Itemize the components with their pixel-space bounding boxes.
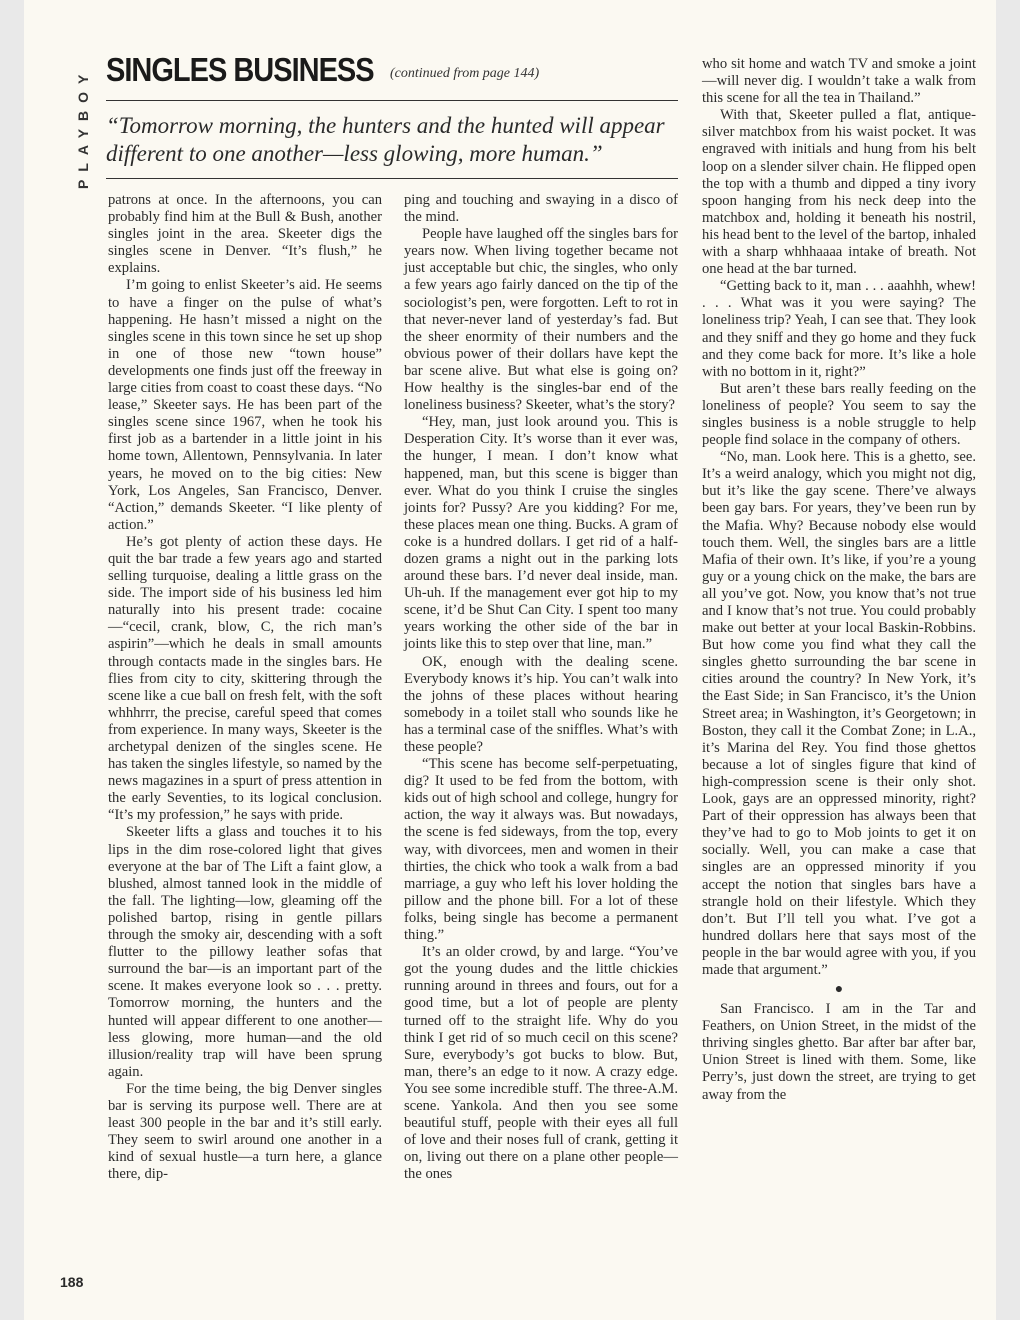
paragraph: “Getting back to it, man . . . aaahhh, whew! . . . What was it you were saying? The loneliness trip? Yeah, I can see that. They look and they sniff and they go home and they fuck and they come back for more. It’s like a hole with no bottom in it, right?” [702, 278, 976, 380]
paragraph: Skeeter lifts a glass and touches it to his lips in the dim rose-colored light that gives everyone at the bar of The Lift a faint glow, a blushed, almost tanned look in the middle of the fall. The lighting—low, gleaming off the polished bartop, rising in gentle pillars through the smoky air, descending with a soft flutter to the pillowy leather sofas that surround the bar—is an important part of the scene. It makes everyone look so . . . pretty. Tomorrow morning, the hunters and the hunted will appear different to one another—less glowing, more human—and the old illusion/reality trap will have been sprung again. [108, 824, 382, 1080]
text-column-1 [108, 192, 382, 1298]
magazine-page [24, 0, 996, 1320]
text-column-2 [404, 192, 678, 1298]
text-column-3 [702, 56, 976, 1298]
paragraph: “Hey, man, just look around you. This is Desperation City. It’s worse than it ever was, the hunger, I mean. I don’t know what happened, man, but this scene is bigger than ever. What do you think I cruise the singles joints for? Pussy? Are you kidding? For me, these places mean one thing. Bucks. A gram of coke is a hundred dollars. I get rid of a half-dozen grams a night out in the parking lots around these bars. I’d never deal inside, man. Uh-uh. If the management ever got hip to my scene, it’d be Shut Can City. I spent too many years working the other side of the bar in joints like this to step over that line, man.” [404, 414, 678, 653]
paragraph: “No, man. Look here. This is a ghetto, see. It’s a weird analogy, which you might not dig, but it’s like the gay scene. There’ve always been gay bars. For years, they’ve been run by the Mafia. Why? Because nobody else would touch them. Well, the singles bars are a little Mafia of their own. It’s like, if you’re a young guy or a young chick on the make, the bars are all you’ve got. Now, you know that’s not true and I know that’s not true. You could probably make out better at your local Baskin-Robbins. But how come you find what they call the singles ghetto surrounding the bar scene in cities around the country? In New York, it’s the East Side; in San Francisco, it’s the Union Street area; in Washington, it’s Georgetown; in Boston, they call it the Combat Zone; in L.A., it’s Marina del Rey. You find those ghettos because a lot of singles figure that kind of high-compression scene is their only shot. Look, gays are an oppressed minority, right? Part of their oppression has always been that they’ve had to go to Mob joints to get it on socially. Well, you can make a case that singles are an oppressed minority if you accept the notion that singles bars have a strangle hold on their lifestyle. Which they don’t. But I’ll tell you what. I’ve got a hundred dollars here that says most of the people in the bar would agree with you, if you made that argument.” [702, 449, 976, 978]
magazine-name-vertical: PLAYBOY [75, 66, 91, 190]
pull-quote: “Tomorrow morning, the hunters and the hunted will appear different to one another—less glowing, more human.” [106, 113, 665, 166]
paragraph: But aren’t these bars really feeding on the loneliness of people? You seem to say the singles business is a noble struggle to help people find solace in the company of others. [702, 380, 976, 449]
paragraph: San Francisco. I am in the Tar and Feathers, on Union Street, in the midst of the thriving singles ghetto. Bar after bar after bar, Union Street is lined with them. Some, like Perry’s, just down the street, are trying to get away from the [702, 1001, 976, 1103]
section-separator: ● [834, 982, 844, 998]
paragraph: who sit home and watch TV and smoke a joint—will never dig. I wouldn’t take a walk from this scene for all the tea in Thailand.” [702, 56, 976, 107]
paragraph: It’s an older crowd, by and large. “You’ve got the young dudes and the little chickies running around in threes and fours, out for a good time, but a lot of people are plenty turned off to the straight life. Why do you think I get rid of so much cecil on this scene? Sure, everybody’s got bucks to blow. But, man, there’s an edge to it now. A crazy edge. You see some incredible stuff. The three-A.M. scene. Yankola. And then you see some beautiful stuff, people with their eyes all full of love and their noses full of crank, getting it on, living out there on a plane other people—the ones [404, 944, 678, 1183]
paragraph: patrons at once. In the afternoons, you can probably find him at the Bull & Bush, another singles joint in the area. Skeeter digs the singles scene in Denver. “It’s flush,” he explains. [108, 192, 382, 277]
top-rule [106, 100, 678, 101]
paragraph: OK, enough with the dealing scene. Everybody knows it’s hip. You can’t walk into the johns of these places without hearing somebody in a toilet stall who sounds like he has a terminal case of the sniffles. What’s with these people? [404, 653, 678, 755]
paragraph: I’m going to enlist Skeeter’s aid. He seems to have a finger on the pulse of what’s happening. He hasn’t missed a night on the singles scene in this town since he set up shop in one of those new “town house” developments one finds just off the freeway in large cities from coast to coast these days. “No lease,” Skeeter says. He has been part of the singles scene since 1967, when he took his first job as a bartender in a little joint in his home town, Allentown, Pennsylvania. In later years, he moved on to the big cities: New York, Los Angeles, San Francisco, Denver. “Action,” demands Skeeter. “I like plenty of action.” [108, 277, 382, 533]
paragraph: ping and touching and swaying in a disco of the mind. [404, 192, 678, 226]
paragraph: “This scene has become self-perpetuating, dig? It used to be fed from the bottom, with kids out of high school and college, hungry for action, the way it always was. But nowadays, the scene is fed sideways, from the top, every way, with divorcees, men and women in their thirties, the chick who took a walk from a bad marriage, a guy who left his lover holding the pillow and the phone bill. For a lot of these folks, being single has become a permanent thing.” [404, 756, 678, 944]
paragraph: People have laughed off the singles bars for years now. When living together became not just acceptable but chic, the singles, who only a few years ago fairly danced on the tip of the sociologist’s pen, were forgotten. Left to rot in that never-never land of yesterday’s fad. But the sheer enormity of their numbers and the obvious power of their dollars have kept the bar scene alive. But what else is going on? How healthy is the singles-bar end of the loneliness business? Skeeter, what’s the story? [404, 226, 678, 414]
bottom-rule [106, 178, 678, 179]
paragraph: For the time being, the big Denver singles bar is serving its purpose well. There are at least 300 people in the bar and it’s still early. They seem to swirl around one another in a kind of sexual hustle—a turn here, a glance there, dip- [108, 1080, 382, 1183]
paragraph: With that, Skeeter pulled a flat, antique-silver matchbox from his waist pocket. It was engraved with initials and hung from his belt loop on a slender silver chain. He flipped open the top with a thumb and dipped a tiny ivory spoon hanging from his neck deep into the matchbox and, holding it beneath his nostril, his head bent to the level of the bartop, inhaled with a sharp whhhaaaa intake of breath. Not one head at the bar turned. [702, 107, 976, 278]
continued-note: (continued from page 144) [390, 66, 540, 81]
article-title: SINGLES BUSINESS [106, 52, 374, 89]
page-number: 188 [60, 1274, 84, 1290]
paragraph: He’s got plenty of action these days. He quit the bar trade a few years ago and started selling turquoise, dealing a little grass on the side. The import side of his business led him naturally into his present trade: cocaine—“cecil, crank, blow, C, the rich man’s aspirin”—which he deals in small amounts through contacts made in the singles bars. He flies from city to city, skittering through the scene like a cue ball on fresh felt, with the soft whhhrrr, the precise, careful speed that comes from experience. In many ways, Skeeter is the archetypal denizen of the singles scene. He has taken the singles lifestyle, so named by the news magazines in a spurt of press attention in the early Seventies, to its logical conclusion. “It’s my profession,” he says with pride. [108, 533, 382, 824]
